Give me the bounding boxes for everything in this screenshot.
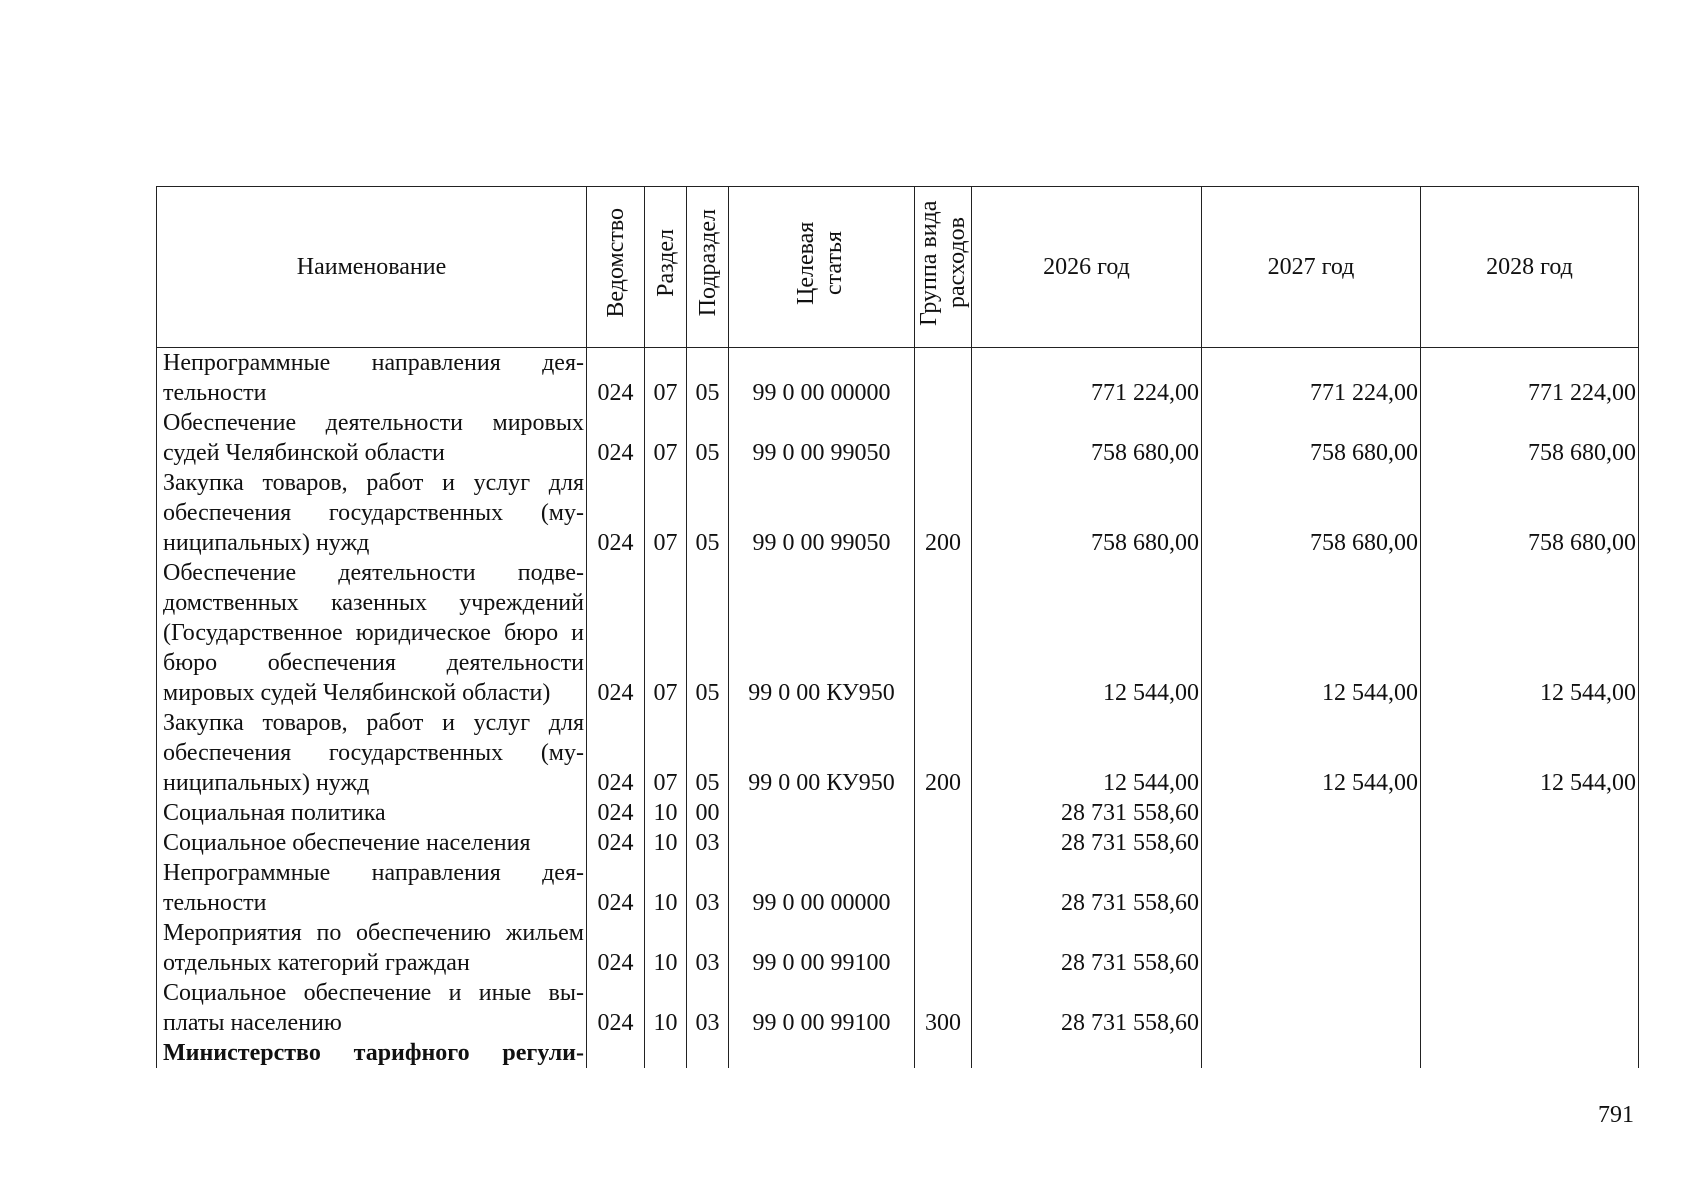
table-row	[157, 708, 1639, 798]
cell-gruppa	[915, 858, 972, 918]
cell-empty	[645, 1038, 687, 1068]
cell-name: Обеспечение деятельности подведомственных казенных учреждений (Государственное юридическое бюро и бюро обеспечения деятельности мировых судей Челябинской области)	[157, 558, 587, 708]
cell-2027	[1202, 978, 1421, 1038]
table-row-partial	[157, 1038, 1639, 1068]
cell-gruppa	[915, 408, 972, 468]
cell-2028: 771 224,00	[1421, 348, 1639, 409]
cell-name: Министерство тарифного регули-	[157, 1038, 587, 1068]
cell-gruppa	[915, 798, 972, 828]
table-row	[157, 798, 1639, 828]
header-podrazdel: Подраздел	[687, 187, 729, 348]
cell-2028: 12 544,00	[1421, 708, 1639, 798]
header-razdel: Раздел	[645, 187, 687, 348]
cell-empty	[587, 1038, 645, 1068]
cell-gruppa	[915, 918, 972, 978]
table-row	[157, 348, 1639, 409]
cell-razdel: 10	[645, 828, 687, 858]
cell-gruppa	[915, 828, 972, 858]
cell-podrazdel: 03	[687, 828, 729, 858]
cell-razdel: 10	[645, 978, 687, 1038]
cell-celevaya-statya: 99 0 00 99050	[729, 468, 915, 558]
cell-2028: 12 544,00	[1421, 558, 1639, 708]
cell-vedomstvo: 024	[587, 348, 645, 409]
cell-vedomstvo: 024	[587, 558, 645, 708]
cell-2026: 28 731 558,60	[972, 918, 1202, 978]
cell-vedomstvo: 024	[587, 858, 645, 918]
cell-vedomstvo: 024	[587, 828, 645, 858]
cell-2027: 771 224,00	[1202, 348, 1421, 409]
cell-2026: 771 224,00	[972, 348, 1202, 409]
header-2027: 2027 год	[1202, 187, 1421, 348]
header-2028: 2028 год	[1421, 187, 1639, 348]
cell-celevaya-statya: 99 0 00 99100	[729, 918, 915, 978]
cell-razdel: 07	[645, 348, 687, 409]
page-number: 791	[1598, 1102, 1634, 1128]
cell-2028	[1421, 918, 1639, 978]
cell-celevaya-statya	[729, 828, 915, 858]
cell-2027	[1202, 858, 1421, 918]
header-name: Наименование	[157, 187, 587, 348]
cell-podrazdel: 05	[687, 348, 729, 409]
cell-2026: 12 544,00	[972, 708, 1202, 798]
cell-empty	[1421, 1038, 1639, 1068]
cell-empty	[972, 1038, 1202, 1068]
cell-podrazdel: 00	[687, 798, 729, 828]
cell-name: Непрограммные направления деятельности	[157, 858, 587, 918]
cell-podrazdel: 03	[687, 858, 729, 918]
cell-name: Непрограммные направления деятельности	[157, 348, 587, 409]
cell-razdel: 07	[645, 708, 687, 798]
cell-2026: 28 731 558,60	[972, 858, 1202, 918]
cell-razdel: 10	[645, 858, 687, 918]
cell-2028	[1421, 798, 1639, 828]
cell-razdel: 10	[645, 918, 687, 978]
cell-2027	[1202, 918, 1421, 978]
cell-2026: 28 731 558,60	[972, 978, 1202, 1038]
cell-celevaya-statya: 99 0 00 00000	[729, 348, 915, 409]
cell-2026: 758 680,00	[972, 468, 1202, 558]
header-vedomstvo: Ведомство	[587, 187, 645, 348]
cell-2027: 12 544,00	[1202, 708, 1421, 798]
budget-table	[156, 186, 1639, 1068]
header-2026: 2026 год	[972, 187, 1202, 348]
header-celevaya-statya: Целевая статья	[729, 187, 915, 348]
header-gruppa-vida-rashodov: Группа вида расходов	[915, 187, 972, 348]
cell-2026: 28 731 558,60	[972, 798, 1202, 828]
cell-name: Обеспечение деятельности мировых судей Челябинской области	[157, 408, 587, 468]
table-row	[157, 408, 1639, 468]
cell-razdel: 07	[645, 408, 687, 468]
cell-vedomstvo: 024	[587, 798, 645, 828]
cell-2027: 12 544,00	[1202, 558, 1421, 708]
cell-2026: 28 731 558,60	[972, 828, 1202, 858]
cell-2027	[1202, 828, 1421, 858]
cell-empty	[915, 1038, 972, 1068]
table-header-row	[157, 187, 1639, 348]
cell-vedomstvo: 024	[587, 708, 645, 798]
cell-podrazdel: 03	[687, 918, 729, 978]
cell-vedomstvo: 024	[587, 408, 645, 468]
cell-gruppa: 200	[915, 468, 972, 558]
cell-celevaya-statya: 99 0 00 00000	[729, 858, 915, 918]
cell-podrazdel: 03	[687, 978, 729, 1038]
cell-2027	[1202, 798, 1421, 828]
cell-2028	[1421, 828, 1639, 858]
cell-2026: 758 680,00	[972, 408, 1202, 468]
cell-celevaya-statya: 99 0 00 99050	[729, 408, 915, 468]
cell-razdel: 07	[645, 558, 687, 708]
cell-name: Закупка товаров, работ и услуг для обеспечения государственных (муниципальных) нужд	[157, 708, 587, 798]
table-row	[157, 978, 1639, 1038]
cell-gruppa	[915, 348, 972, 409]
cell-name: Мероприятия по обеспечению жильем отдельных категорий граждан	[157, 918, 587, 978]
cell-celevaya-statya: 99 0 00 КУ950	[729, 558, 915, 708]
cell-vedomstvo: 024	[587, 978, 645, 1038]
cell-podrazdel: 05	[687, 408, 729, 468]
cell-podrazdel: 05	[687, 708, 729, 798]
cell-name: Социальное обеспечение населения	[157, 828, 587, 858]
cell-vedomstvo: 024	[587, 918, 645, 978]
cell-gruppa	[915, 558, 972, 708]
cell-podrazdel: 05	[687, 468, 729, 558]
cell-celevaya-statya: 99 0 00 99100	[729, 978, 915, 1038]
table-row	[157, 468, 1639, 558]
cell-razdel: 10	[645, 798, 687, 828]
cell-2028: 758 680,00	[1421, 468, 1639, 558]
cell-2028: 758 680,00	[1421, 408, 1639, 468]
cell-2027: 758 680,00	[1202, 408, 1421, 468]
table-row	[157, 558, 1639, 708]
cell-name: Закупка товаров, работ и услуг для обеспечения государственных (муниципальных) нужд	[157, 468, 587, 558]
cell-celevaya-statya	[729, 798, 915, 828]
cell-razdel: 07	[645, 468, 687, 558]
cell-celevaya-statya: 99 0 00 КУ950	[729, 708, 915, 798]
cell-empty	[729, 1038, 915, 1068]
cell-2028	[1421, 858, 1639, 918]
table-row	[157, 918, 1639, 978]
cell-podrazdel: 05	[687, 558, 729, 708]
cell-name: Социальная политика	[157, 798, 587, 828]
cell-2027: 758 680,00	[1202, 468, 1421, 558]
table-row	[157, 828, 1639, 858]
cell-gruppa: 200	[915, 708, 972, 798]
cell-2026: 12 544,00	[972, 558, 1202, 708]
cell-empty	[1202, 1038, 1421, 1068]
cell-gruppa: 300	[915, 978, 972, 1038]
table-row	[157, 858, 1639, 918]
cell-vedomstvo: 024	[587, 468, 645, 558]
cell-empty	[687, 1038, 729, 1068]
cell-name: Социальное обеспечение и иные выплаты населению	[157, 978, 587, 1038]
cell-2028	[1421, 978, 1639, 1038]
